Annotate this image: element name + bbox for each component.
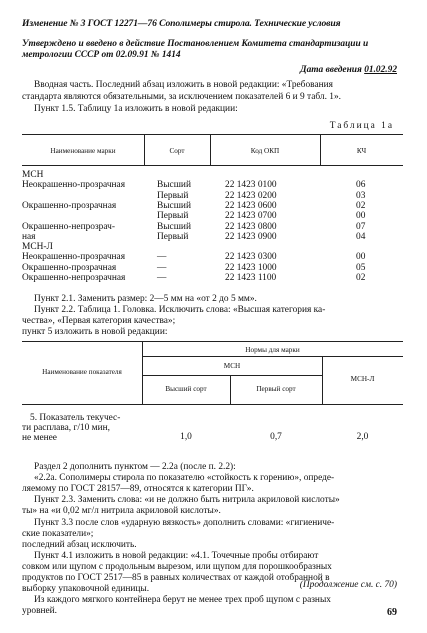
table1-top-rule xyxy=(22,134,403,135)
table2-msn-rule xyxy=(142,375,322,376)
bottom-line-10: совком или щупом с продольным вырезом, или щупом для порошкообразных xyxy=(22,561,332,572)
table1-cell-code: 22 1423 0200 xyxy=(225,190,277,201)
table1-cell-name: Неокрашенно-прозрачная xyxy=(22,180,126,191)
table2-row-line-2: ти расплава, г/10 мин, xyxy=(22,423,110,433)
middle-line-1: Пункт 2.1. Заменить размер: 2—5 мм на «от 2 до 5 мм». xyxy=(34,294,257,304)
table2-header-first-grade: Первый сорт xyxy=(256,385,296,393)
table1-cell-kch: 05 xyxy=(356,262,366,273)
bottom-line-3: ляемому по ГОСТ 28157—89, относятся к категории ПГ». xyxy=(22,484,254,495)
bottom-line-2: «2.2а. Сополимеры стирола по показателю «стойкость к горению», опреде- xyxy=(34,473,335,484)
middle-line-4: пункт 5 изложить в новой редакции: xyxy=(22,327,168,337)
table1-cell-name: МСН xyxy=(22,170,44,180)
table1-cell-grade: — xyxy=(157,262,167,273)
table2-value-msnl: 2,0 xyxy=(356,432,369,442)
table2-top-rule xyxy=(22,341,403,342)
table1-cell-code: 22 1423 0900 xyxy=(225,231,277,242)
table1-cell-code: 22 1423 0600 xyxy=(225,200,277,211)
intro-line-2: стандарта являются обязательными, за исключением показателей 6 и 9 табл. 1». xyxy=(22,92,341,102)
table1-cell-grade: Высший xyxy=(157,180,191,191)
table1-cell-name: МСН-Л xyxy=(22,242,53,253)
table1-cell-kch: 03 xyxy=(356,190,366,201)
table2-header-norm: Нормы для марки xyxy=(245,346,300,354)
table1-cell-kch: 06 xyxy=(356,180,366,191)
bottom-line-8: последний абзац исключить. xyxy=(22,539,137,550)
bottom-line-14: уровней. xyxy=(22,606,58,617)
table1-header-rule xyxy=(22,165,403,166)
bottom-line-6: Пункт 3.3 после слов «ударную вязкость» дополнить словами: «гигиениче- xyxy=(34,517,335,528)
table2-header-param: Наименование показателя xyxy=(42,368,122,376)
table2-row-line-1: 5. Показатель текучес- xyxy=(30,413,121,423)
table1-cell-kch: 02 xyxy=(356,273,366,283)
table1-cell-kch: 00 xyxy=(356,252,366,263)
table1-cell-grade: — xyxy=(157,273,167,283)
continuation-note: (Продолжение см. с. 70) xyxy=(299,580,397,590)
bottom-line-7: ские показатели»; xyxy=(22,528,94,539)
table1-cell-name: Окрашенно-непрозрач- xyxy=(22,221,115,232)
table1-cell-code: 22 1423 1100 xyxy=(225,273,277,283)
table2-value-top-grade: 1,0 xyxy=(180,432,192,442)
table2-header-msnl: МСН-Л xyxy=(350,375,375,383)
effective-label: Дата введения xyxy=(300,65,362,75)
table1-cell-grade: Высший xyxy=(157,200,191,211)
bottom-line-9: Пункт 4.1 изложить в новой редакции: «4.1. Точечные пробы отбирают xyxy=(34,550,319,561)
table1-header-grade: Сорт xyxy=(169,147,185,155)
amendment-title: Изменение № 3 ГОСТ 12271—76 Сополимеры стирола. Технические условия xyxy=(22,18,341,29)
effective-date-value: 01.02.92 xyxy=(364,65,397,75)
table2-value-first-grade: 0,7 xyxy=(270,432,282,442)
table1-header-code: Код ОКП xyxy=(250,147,280,155)
table2-row-line-3: не менее xyxy=(22,433,57,443)
table2-header-rule xyxy=(22,404,403,405)
table1-cell-code: 22 1423 0300 xyxy=(225,252,277,263)
table1-cell-name: Окрашенно-прозрачная xyxy=(22,262,117,273)
approval-line-2: метрологии СССР от 02.09.91 № 1414 xyxy=(22,50,181,60)
table1-cell-grade: Первый xyxy=(157,211,189,222)
middle-line-3: чества», «Первая категория качества»; xyxy=(22,316,176,326)
bottom-line-11: продуктов по ГОСТ 2517—85 в равных количествах от каждой отобранной в xyxy=(22,573,330,583)
table1-cell-code: 22 1423 0700 xyxy=(225,211,277,222)
table1-cell-grade: Первый xyxy=(157,190,189,201)
table1-cell-name: Окрашенно-прозрачная xyxy=(22,200,117,211)
table1-cell-kch: 00 xyxy=(356,211,366,222)
table1-cell-name: ная xyxy=(22,231,36,242)
intro-line-3: Пункт 1.5. Таблицу 1а изложить в новой редакции: xyxy=(34,104,238,114)
table1-cell-kch: 02 xyxy=(356,200,366,211)
effective-date xyxy=(300,65,397,75)
table1-cell-kch: 07 xyxy=(356,221,366,232)
table-caption: Таблица 1а xyxy=(329,121,394,131)
bottom-line-1: Раздел 2 дополнить пунктом — 2.2а (после п. 2.2): xyxy=(34,462,236,472)
table1-header-kch: КЧ xyxy=(356,147,367,155)
page-number: 69 xyxy=(387,607,397,618)
middle-line-2: Пункт 2.2. Таблица 1. Головка. Исключить слова: «Высшая категория ка- xyxy=(34,305,326,315)
bottom-line-4: Пункт 2.3. Заменить слова: «и не должно быть нитрила акриловой кислоты» xyxy=(34,495,340,506)
bottom-line-12: выборку упаковочной единицы. xyxy=(22,584,150,595)
bottom-line-5: ты» на «и 0,02 мг/л нитрила акриловой кислоты». xyxy=(22,506,221,517)
table1-cell-grade: — xyxy=(157,252,167,263)
table1-cell-grade: Первый xyxy=(157,231,189,242)
table2-header-top-grade: Высший сорт xyxy=(165,385,207,393)
table2-header-msn: МСН xyxy=(223,362,241,370)
table1-cell-name: Окрашенно-непрозрачная xyxy=(22,273,126,283)
intro-line-1: Вводная часть. Последний абзац изложить в новой редакции: «Требования xyxy=(34,80,333,90)
table1-cell-kch: 04 xyxy=(356,231,366,242)
table1-cell-code: 22 1423 1000 xyxy=(225,262,277,273)
table1-cell-grade: Высший xyxy=(157,221,191,232)
table1-header-name: Наименование марки xyxy=(50,147,116,155)
table1-cell-code: 22 1423 0800 xyxy=(225,221,277,232)
table1-cell-code: 22 1423 0100 xyxy=(225,180,277,191)
table2-norm-rule xyxy=(142,356,403,357)
approval-line-1: Утверждено и введено в действие Постановлением Комитета стандартизации и xyxy=(22,39,369,49)
table1-cell-name: Неокрашенно-прозрачная xyxy=(22,252,126,263)
bottom-line-13: Из каждого мягкого контейнера берут не менее трех проб щупом с разных xyxy=(34,595,331,606)
